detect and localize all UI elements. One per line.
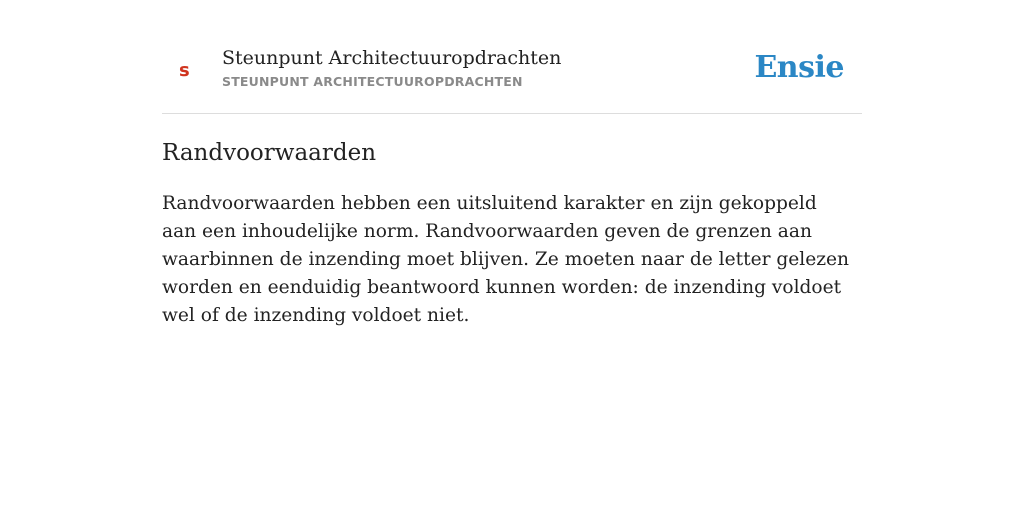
article-body: Randvoorwaarden hebben een uitsluitend karakter en zijn gekoppeld aan een inhoudelijke norm. Randvoorwaarden geven de grenzen aan waarbinnen de inzending moet blijven. Ze moeten naar de letter gelezen worden en eenduidig beantwoord kunnen worden: de inzending voldoet wel of de inzending voldoet niet. (162, 193, 850, 326)
source-subtitle: STEUNPUNT ARCHITECTUUROPDRACHTEN (222, 74, 523, 89)
source-logo[interactable]: s (179, 60, 190, 81)
ensie-logo-link[interactable]: Ensie (754, 50, 844, 85)
header (162, 0, 862, 114)
page (162, 0, 862, 326)
source-name[interactable]: Steunpunt Architectuuropdrachten (222, 47, 562, 69)
article-title: Randvoorwaarden (162, 140, 377, 166)
